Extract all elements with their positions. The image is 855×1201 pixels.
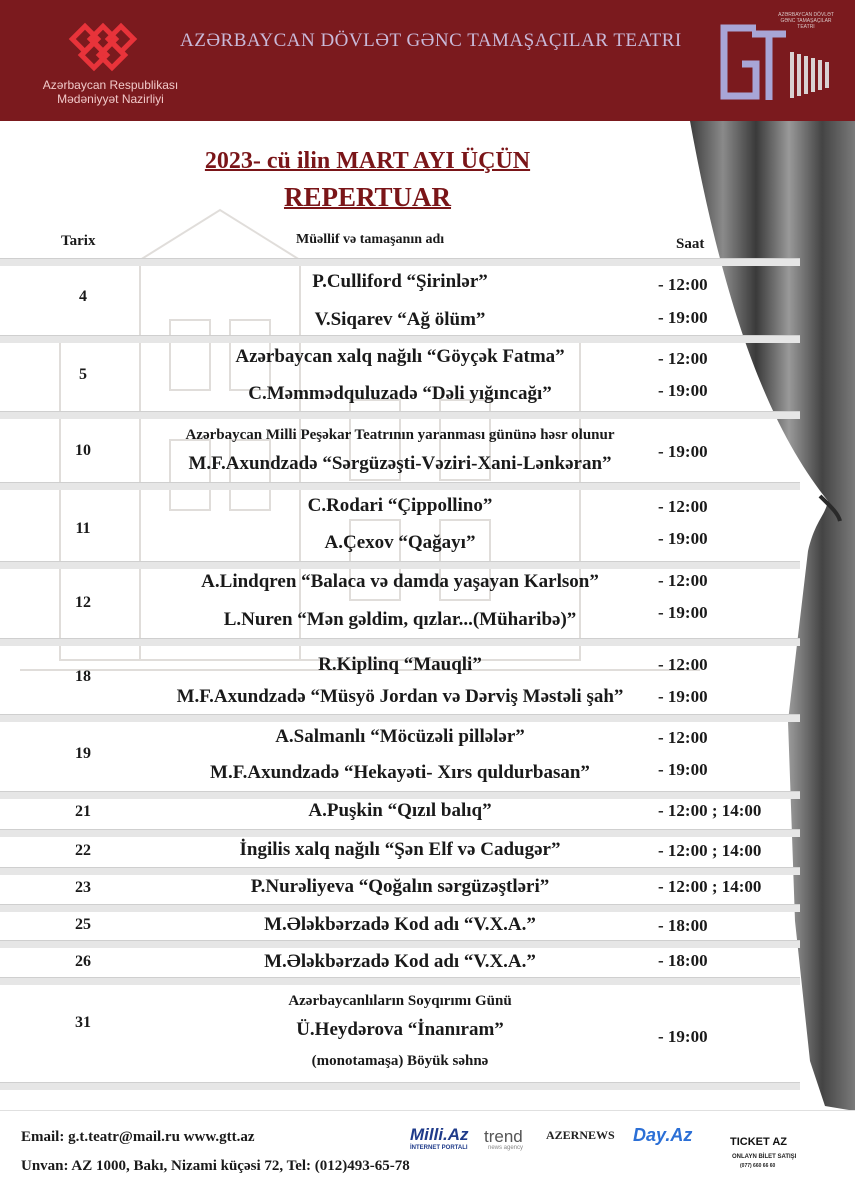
play-time: - 19:00 [658,381,708,400]
row-date: 18 [75,668,91,685]
play-time: - 12:00 [658,571,708,590]
play-time: - 12:00 ; 14:00 [658,841,762,860]
row-date: 21 [75,803,91,820]
row-separator [0,258,800,266]
play-title: M.F.Axundzadə “Sərgüzəşti-Vəziri-Xani-Lənkəran” [188,453,612,474]
play-time: - 12:00 [658,497,708,516]
header-banner [0,0,855,121]
play-title: A.Çexov “Qağayı” [324,532,476,553]
play-title: V.Siqarev “Ağ ölüm” [314,309,486,330]
stage-curtain-image [690,121,855,1111]
row-separator [0,714,800,722]
row-date: 12 [75,594,91,611]
theatre-name: AZƏRBAYCAN DÖVLƏT GƏNC TAMAŞAÇILAR TEATRI [180,30,682,51]
row-separator [0,940,800,948]
ministry-name: Azərbaycan Respublikası Mədəniyyət Nazirliyi [42,78,179,106]
row-date: 26 [75,953,91,970]
sponsor-day-az[interactable]: Day.Az [633,1125,693,1145]
logo-caption: AZƏRBAYCAN DÖVLƏT GƏNC TAMAŞAÇILAR TEATRI [778,12,834,30]
row-date: 23 [75,879,91,896]
play-time: - 19:00 [658,442,708,461]
sponsor-azernews[interactable]: AZERNEWS [546,1128,615,1142]
play-title: P.Nurəliyeva “Qoğalın sərgüzəştləri” [250,876,550,897]
play-time: - 12:00 [658,728,708,747]
row-separator [0,791,800,799]
row-note: Azərbaycanlıların Soyqırımı Günü [288,993,512,1009]
row-date: 19 [75,745,91,762]
footer [0,1110,855,1201]
row-date: 10 [75,442,91,459]
row-separator [0,1082,800,1090]
row-separator [0,638,800,646]
row-separator [0,977,800,985]
row-date: 22 [75,842,91,859]
row-date: 11 [75,520,91,537]
row-separator [0,829,800,837]
play-time: - 19:00 [658,1027,708,1046]
sponsor-ticket-az[interactable] [730,1136,787,1148]
row-separator [0,411,800,419]
row-date: 25 [75,916,91,933]
row-separator [0,335,800,343]
play-time: - 18:00 [658,951,708,970]
play-title: R.Kiplinq “Mauqli” [318,654,482,675]
contact-line: Email: g.t.teatr@mail.ru www.gtt.az [21,1129,255,1145]
play-time: - 12:00 ; 14:00 [658,877,762,896]
play-time: - 19:00 [658,308,708,327]
play-time: - 12:00 [658,349,708,368]
ticket-az-label: TICKET AZ [730,1136,788,1148]
play-time: - 12:00 [658,275,708,294]
page-title-line1: 2023- cü ilin MART AYI ÜÇÜN [204,148,531,174]
play-title: C.Rodari “Çippollino” [307,495,493,516]
row-subnote: (monotamaşa) Böyük səhnə [311,1053,489,1069]
play-time: - 12:00 ; 14:00 [658,801,762,820]
play-time: - 12:00 [658,655,708,674]
play-title: A.Salmanlı “Möcüzəli pillələr” [275,726,525,747]
play-time: - 19:00 [658,603,708,622]
play-title: Azərbaycan xalq nağılı “Göyçək Fatma” [235,346,565,367]
row-separator [0,867,800,875]
ticket-az-phone: (077) 660 66 60 [740,1163,776,1169]
column-header-time: Saat [676,236,705,252]
play-time: - 19:00 [658,529,708,548]
sponsor-milli-az[interactable]: Milli.Az [410,1125,469,1144]
sponsor-trend-sub: news agency [488,1145,524,1151]
play-title: M.F.Axundzadə “Müsyö Jordan və Dərviş Məstəli şah” [176,686,624,707]
row-date: 4 [79,288,87,305]
play-title: P.Culliford “Şirinlər” [312,271,488,292]
ministry-knot-logo-icon [66,20,140,74]
row-date: 31 [75,1014,91,1031]
row-separator [0,482,800,490]
address-line: Unvan: AZ 1000, Bakı, Nizami küçəsi 72, Tel: (012)493-65-78 [21,1158,410,1174]
play-title: M.Ələkbərzadə Kod adı “V.X.A.” [264,951,536,972]
play-title: Ü.Heydərova “İnanıram” [296,1019,504,1040]
row-note: Azərbaycan Milli Peşəkar Teatrının yaranması gününə həsr olunur [185,427,615,443]
play-time: - 19:00 [658,760,708,779]
column-header-title: Müəllif və tamaşanın adı [296,232,445,247]
play-time: - 18:00 [658,916,708,935]
page-title-line2: REPERTUAR [283,182,452,212]
row-date: 5 [79,366,87,383]
play-title: L.Nuren “Mən gəldim, qızlar...(Müharibə)” [223,609,577,630]
play-title: C.Məmmədquluzadə “Dəli yığıncağı” [248,383,552,404]
column-header-date: Tarix [61,233,96,249]
play-time: - 19:00 [658,687,708,706]
sponsor-trend[interactable]: trend [484,1127,523,1146]
row-separator [0,904,800,912]
play-title: M.F.Axundzadə “Hekayəti- Xırs quldurbasan” [210,762,590,783]
sponsor-milli-az-sub: İNTERNET PORTALI [410,1145,468,1151]
ticket-az-sub: ONLAYN BİLET SATIŞI [732,1154,797,1160]
play-title: A.Lindqren “Balaca və damda yaşayan Karlson” [201,571,599,592]
play-title: M.Ələkbərzadə Kod adı “V.X.A.” [264,914,536,935]
play-title: A.Puşkin “Qızıl balıq” [308,800,492,821]
row-separator [0,561,800,569]
play-title: İngilis xalq nağılı “Şən Elf və Cadugər” [239,839,561,860]
